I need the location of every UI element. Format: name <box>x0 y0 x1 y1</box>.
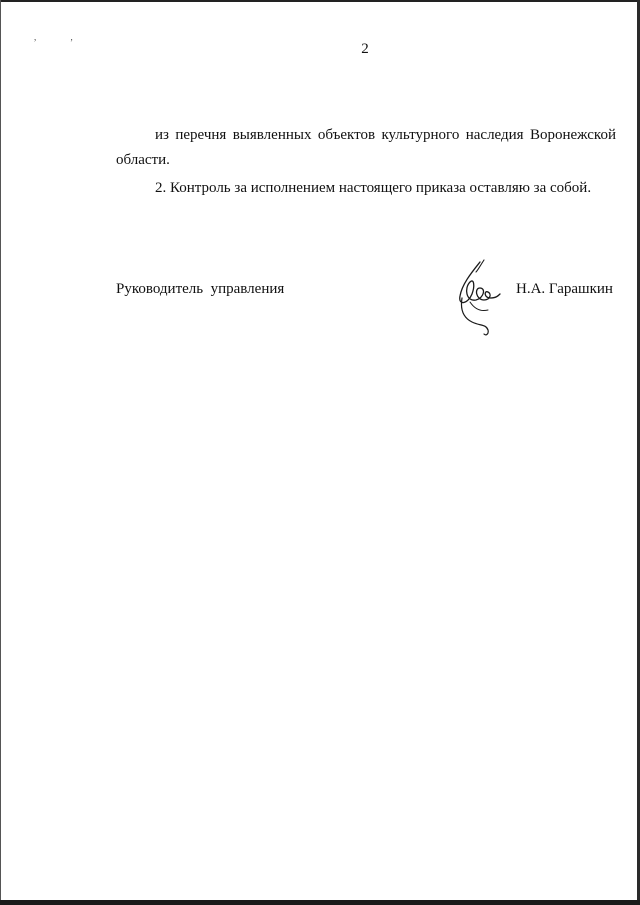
paragraph-2: 2. Контроль за исполнением настоящего приказа оставляю за собой. <box>155 180 592 196</box>
paragraph-1-line-2: области. <box>116 152 170 168</box>
page-number: 2 <box>361 41 369 57</box>
scan-specks: , , <box>34 32 89 42</box>
scan-edge-bottom <box>0 900 640 905</box>
scan-edge-left <box>0 0 1 905</box>
paragraph-1-line-1: из перечня выявленных объектов культурного наследия Воронежской <box>155 127 616 143</box>
scan-edge-top <box>0 0 640 2</box>
signer-name: Н.А. Гарашкин <box>516 281 613 297</box>
signer-title: Руководитель управления <box>116 281 285 297</box>
paragraph-1 <box>116 123 616 173</box>
handwritten-signature <box>450 258 506 336</box>
